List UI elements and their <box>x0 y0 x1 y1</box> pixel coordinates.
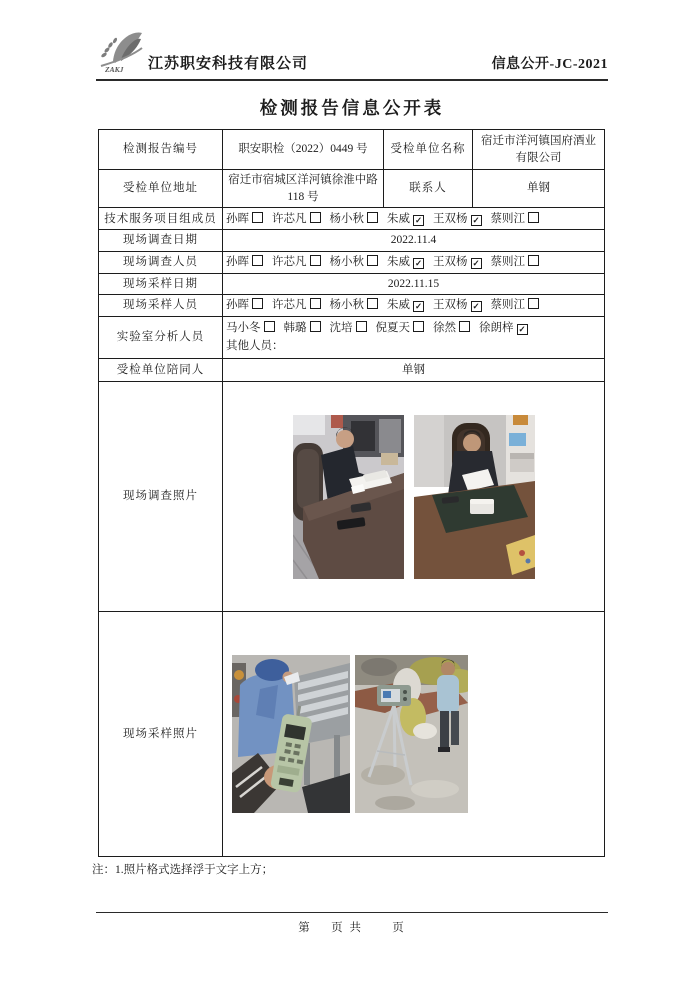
member-name: 王双杨 <box>433 299 468 312</box>
survey-date-value: 2022.11.4 <box>223 230 605 252</box>
report-no-label: 检测报告编号 <box>99 130 223 170</box>
checkbox-unchecked-icon <box>356 321 367 332</box>
checkbox-unchecked-icon <box>310 298 321 309</box>
company-name: 江苏职安科技有限公司 <box>148 56 309 72</box>
survey-photo-1 <box>293 415 404 579</box>
checkbox-unchecked-icon <box>413 321 424 332</box>
member-name: 朱威 <box>387 212 410 225</box>
checkbox-checked-icon: ✓ <box>414 301 423 312</box>
tech-team-members <box>223 208 605 230</box>
member-item <box>272 213 321 225</box>
survey-photos-cell <box>223 382 605 612</box>
member-item <box>330 322 367 334</box>
table-row <box>99 273 605 295</box>
member-item <box>387 299 424 311</box>
table-row <box>99 252 605 274</box>
checkbox-unchecked-icon <box>252 212 263 223</box>
note-text: 注：1.照片格式选择浮于文字上方； <box>92 864 274 877</box>
address-value <box>223 170 384 208</box>
survey-staff-members <box>223 252 605 274</box>
member-item <box>387 213 424 225</box>
checkbox-unchecked-icon <box>367 255 378 266</box>
checkbox-unchecked-icon <box>367 298 378 309</box>
accompanying-value: 单钢 <box>223 359 605 382</box>
address-line2: 118 号 <box>287 190 319 203</box>
checkbox-unchecked-icon <box>367 212 378 223</box>
table-row <box>99 295 605 317</box>
member-name: 蔡则江 <box>490 212 525 225</box>
member-item <box>433 213 482 225</box>
table-row <box>99 359 605 382</box>
member-item <box>433 322 470 334</box>
sampling-photo-1 <box>232 655 350 813</box>
survey-photos-label: 现场调查照片 <box>99 382 223 612</box>
table-row <box>99 230 605 252</box>
member-item <box>491 256 540 268</box>
checkbox-unchecked-icon <box>528 212 539 223</box>
checkbox-checked-icon: ✓ <box>414 214 423 225</box>
table-row <box>99 612 605 857</box>
sampling-photos-label: 现场采样照片 <box>99 612 223 857</box>
member-name: 王双杨 <box>433 212 468 225</box>
company-logo-icon <box>96 26 144 74</box>
member-name: 王双杨 <box>433 256 468 269</box>
checkbox-checked-icon: ✓ <box>472 214 480 225</box>
checkbox-checked-icon: ✓ <box>472 301 480 312</box>
checkbox-checked-icon: ✓ <box>414 258 423 269</box>
member-name: 徐然 <box>433 322 456 335</box>
sampling-photos-cell <box>223 612 605 857</box>
page-footer <box>96 912 608 935</box>
inspected-unit-label: 受检单位名称 <box>384 130 473 170</box>
page-header <box>96 24 608 81</box>
checkbox-unchecked-icon <box>310 255 321 266</box>
address-line1: 宿迁市宿城区洋河镇徐淮中路 <box>228 174 378 186</box>
report-info-table <box>98 129 605 857</box>
checkbox-checked-icon: ✓ <box>472 258 480 269</box>
member-name: 朱威 <box>387 256 410 269</box>
member-name: 孙晖 <box>226 256 249 269</box>
accompanying-label: 受检单位陪同人 <box>99 359 223 382</box>
member-item <box>387 256 424 268</box>
checkbox-unchecked-icon <box>252 255 263 266</box>
member-name: 许芯凡 <box>272 256 307 269</box>
lab-staff-cell <box>223 317 605 359</box>
member-name: 孙晖 <box>226 212 249 225</box>
checkbox-unchecked-icon <box>459 321 470 332</box>
lab-staff-label: 实验室分析人员 <box>99 317 223 359</box>
checkbox-unchecked-icon <box>264 321 275 332</box>
contact-label: 联系人 <box>384 170 473 208</box>
checkbox-checked-icon: ✓ <box>518 324 526 335</box>
checkbox-unchecked-icon <box>310 212 321 223</box>
member-item <box>226 256 263 268</box>
member-item <box>330 213 379 225</box>
member-name: 蔡则江 <box>490 299 525 312</box>
member-item <box>330 299 379 311</box>
sampling-staff-members <box>223 295 605 317</box>
sampling-staff-label: 现场采样人员 <box>99 295 223 317</box>
checkbox-unchecked-icon <box>252 298 263 309</box>
member-item <box>284 322 321 334</box>
checkbox-unchecked-icon <box>528 298 539 309</box>
member-item <box>433 256 482 268</box>
page-title: 检测报告信息公开表 <box>259 98 445 118</box>
survey-date-label: 现场调查日期 <box>99 230 223 252</box>
member-name: 杨小秋 <box>329 212 364 225</box>
address-label: 受检单位地址 <box>99 170 223 208</box>
member-name: 许芯凡 <box>272 212 307 225</box>
member-item <box>272 256 321 268</box>
member-name: 韩璐 <box>283 322 307 335</box>
report-no-value: 职安职检（2022）0449 号 <box>223 130 384 170</box>
table-row <box>99 208 605 230</box>
member-name: 沈培 <box>329 322 353 335</box>
sampling-photo-2 <box>355 655 468 813</box>
survey-staff-label: 现场调查人员 <box>99 252 223 274</box>
checkbox-unchecked-icon <box>528 255 539 266</box>
member-item <box>226 213 263 225</box>
member-name: 杨小秋 <box>329 256 364 269</box>
member-item <box>491 213 540 225</box>
member-item <box>491 299 540 311</box>
member-name: 蔡则江 <box>490 256 525 269</box>
logo-text: ZAKJ <box>105 65 124 74</box>
tech-team-label: 技术服务项目组成员 <box>99 208 223 230</box>
table-row <box>99 317 605 359</box>
table-row <box>99 170 605 208</box>
contact-value: 单钢 <box>473 170 605 208</box>
member-item <box>272 299 321 311</box>
member-name: 许芯凡 <box>272 299 307 312</box>
member-item <box>479 322 528 334</box>
lab-staff-other: 其他人员： <box>226 340 284 353</box>
table-row <box>99 130 605 170</box>
member-item <box>226 322 275 334</box>
member-item <box>433 299 482 311</box>
survey-photo-2 <box>414 415 535 579</box>
checkbox-unchecked-icon <box>310 321 321 332</box>
member-name: 杨小秋 <box>329 299 364 312</box>
table-row <box>99 382 605 612</box>
member-name: 朱威 <box>387 299 410 312</box>
member-name: 倪夏天 <box>375 322 410 335</box>
member-item <box>226 299 263 311</box>
inspected-unit-value: 宿迁市洋河镇国府酒业有限公司 <box>473 130 605 170</box>
sampling-date-value: 2022.11.15 <box>223 273 605 295</box>
member-name: 徐朗梓 <box>479 322 514 335</box>
sampling-date-label: 现场采样日期 <box>99 273 223 295</box>
lab-staff-members <box>226 320 601 337</box>
doc-code: 信息公开-JC-2021 <box>491 57 608 72</box>
page-number-text: 第 页 共 页 <box>298 922 406 934</box>
member-name: 孙晖 <box>226 299 249 312</box>
member-name: 马小冬 <box>226 322 261 335</box>
member-item <box>376 322 425 334</box>
member-item <box>330 256 379 268</box>
